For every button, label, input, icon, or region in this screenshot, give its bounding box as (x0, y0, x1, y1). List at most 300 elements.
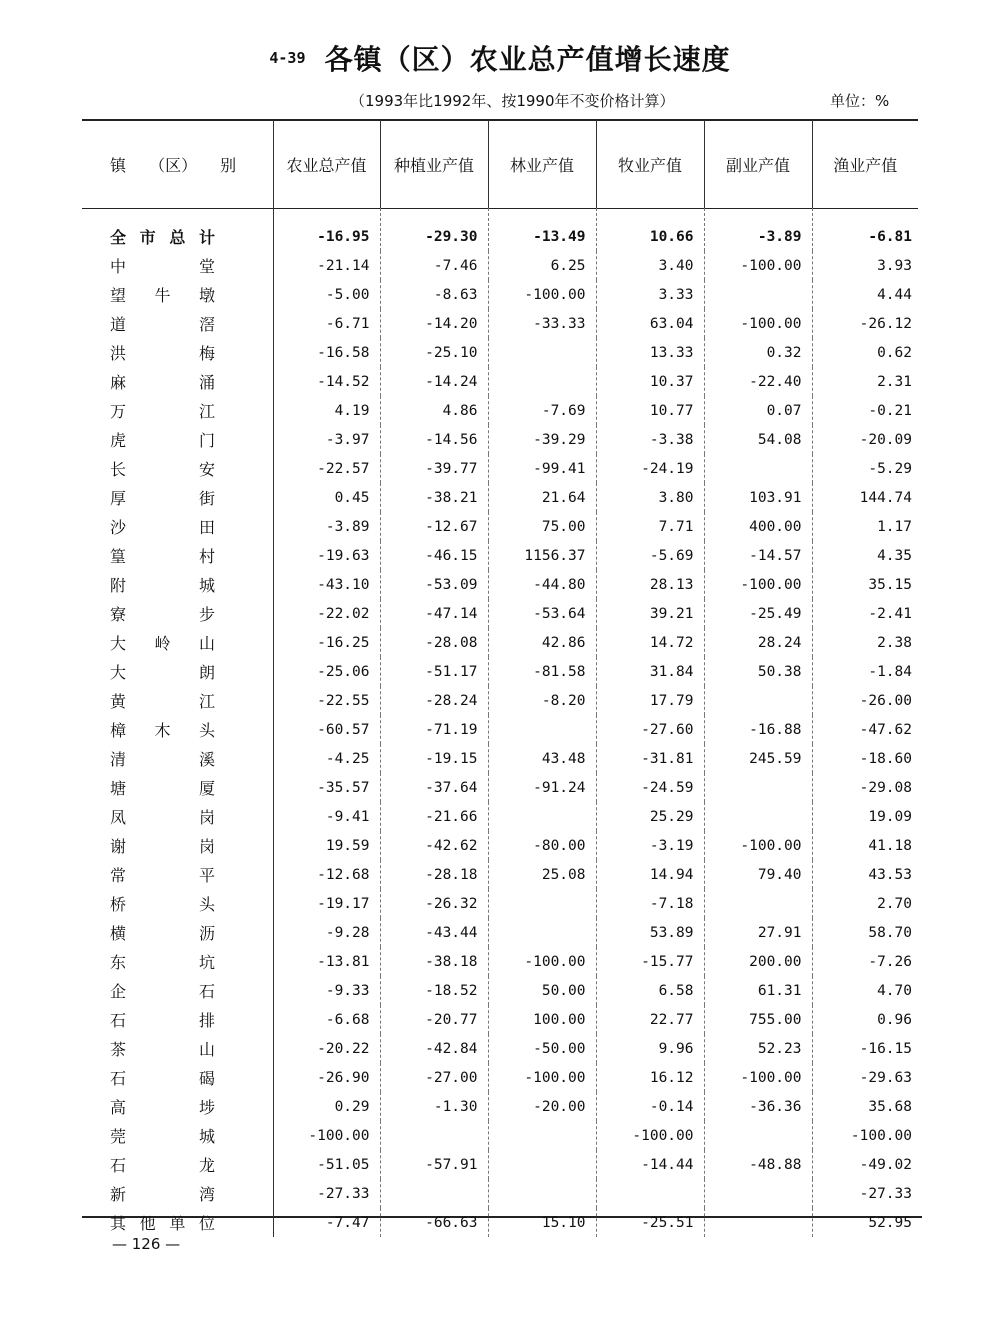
row-town-name (82, 599, 273, 628)
row-value-cell: 0.29 (273, 1092, 380, 1121)
town-name-text (110, 979, 215, 1002)
row-value-cell: -27.00 (380, 1063, 488, 1092)
row-value-cell: 0.45 (273, 483, 380, 512)
row-value-cell: -0.14 (596, 1092, 704, 1121)
row-value-cell: -99.41 (488, 454, 596, 483)
row-town-name (82, 280, 273, 309)
table-row (82, 309, 918, 338)
row-value-cell: -27.33 (273, 1179, 380, 1208)
row-town-name (82, 1121, 273, 1150)
row-value-cell: -60.57 (273, 715, 380, 744)
table-row (82, 570, 918, 599)
row-value-cell: -16.95 (273, 208, 380, 251)
row-value-cell: -35.57 (273, 773, 380, 802)
row-value-cell: 43.48 (488, 744, 596, 773)
town-name-text (110, 225, 215, 248)
town-name-char: 木 (154, 721, 171, 740)
town-name-char: 万 (110, 402, 127, 421)
town-name-char: 城 (198, 1127, 215, 1146)
row-value-cell: -22.55 (273, 686, 380, 715)
table-row (82, 715, 918, 744)
row-value-cell: -43.44 (380, 918, 488, 947)
table-row (82, 947, 918, 976)
row-value-cell: -21.66 (380, 802, 488, 831)
town-name-char: 寮 (110, 605, 127, 624)
table-row (82, 889, 918, 918)
row-value-cell: -50.00 (488, 1034, 596, 1063)
town-name-char: 麻 (110, 373, 127, 392)
town-name-char: 中 (110, 257, 127, 276)
town-name-char: 村 (198, 547, 215, 566)
row-value-cell: -1.30 (380, 1092, 488, 1121)
row-value-cell: -14.52 (273, 367, 380, 396)
town-name-char: 街 (198, 489, 215, 508)
row-town-name (82, 396, 273, 425)
row-value-cell: -9.28 (273, 918, 380, 947)
row-value-cell: 58.70 (868, 924, 912, 941)
row-value-cell: 4.35 (877, 547, 912, 564)
row-value-cell: -51.05 (273, 1150, 380, 1179)
table-row (82, 802, 918, 831)
town-name-char: 附 (110, 576, 127, 595)
town-name-text (110, 1211, 215, 1234)
town-name-text (110, 486, 215, 509)
row-value-cell: 0.62 (877, 344, 912, 361)
row-value-cell: -25.10 (380, 338, 488, 367)
row-value-cell: -36.36 (704, 1092, 812, 1121)
table-row (82, 1150, 918, 1179)
row-value-cell: -25.51 (596, 1208, 704, 1237)
row-value-cell: 10.77 (596, 396, 704, 425)
row-value-cell: -1.84 (868, 663, 912, 680)
row-value-cell: 2.70 (877, 895, 912, 912)
town-name-char: 东 (110, 953, 127, 972)
row-value-cell: 13.33 (596, 338, 704, 367)
row-value-cell: -22.40 (704, 367, 812, 396)
row-value-cell: -14.57 (704, 541, 812, 570)
town-name-char: 朗 (198, 663, 215, 682)
town-name-char: 岗 (198, 808, 215, 827)
row-value-cell: -5.69 (596, 541, 704, 570)
town-name-text (110, 399, 215, 422)
town-name-char: 堂 (198, 257, 215, 276)
row-value-cell: -14.24 (380, 367, 488, 396)
row-value-cell: -6.68 (273, 1005, 380, 1034)
row-value-cell (704, 280, 812, 309)
table-row (82, 338, 918, 367)
row-value-cell: -47.14 (380, 599, 488, 628)
row-value-cell: 14.72 (596, 628, 704, 657)
table-row (82, 1063, 918, 1092)
row-value-cell: 53.89 (596, 918, 704, 947)
row-value-cell: -13.81 (273, 947, 380, 976)
town-name-char: 总 (169, 228, 186, 247)
row-value-cell: -7.26 (868, 953, 912, 970)
col-header-livestock: 牧业产值 (596, 120, 704, 208)
town-name-text (110, 1124, 215, 1147)
town-name-char: 石 (198, 982, 215, 1001)
town-name-char: 排 (198, 1011, 215, 1030)
town-name-char: 厚 (110, 489, 127, 508)
row-value-cell (488, 1121, 596, 1150)
table-row (82, 744, 918, 773)
row-value-cell: 50.00 (488, 976, 596, 1005)
row-value-cell: -53.64 (488, 599, 596, 628)
row-value-cell: -28.24 (380, 686, 488, 715)
row-value-cell: -100.00 (704, 831, 812, 860)
row-value-cell: -37.64 (380, 773, 488, 802)
row-town-name (82, 976, 273, 1005)
row-value-cell: -5.29 (868, 460, 912, 477)
town-name-text (110, 805, 215, 828)
town-name-char: 岗 (198, 837, 215, 856)
row-value-cell: -43.10 (273, 570, 380, 599)
town-name-char: 洪 (110, 344, 127, 363)
table-row (82, 425, 918, 454)
row-value-cell: -14.56 (380, 425, 488, 454)
row-town-name (82, 744, 273, 773)
row-value-cell: 79.40 (704, 860, 812, 889)
row-value-cell: 35.15 (868, 576, 912, 593)
row-town-name (82, 541, 273, 570)
town-name-text (110, 312, 215, 335)
row-value-cell: 4.70 (877, 982, 912, 999)
row-value-cell: 9.96 (596, 1034, 704, 1063)
table-row (82, 860, 918, 889)
town-name-char: 江 (198, 402, 215, 421)
row-value-cell (704, 889, 812, 918)
row-value-cell: -14.20 (380, 309, 488, 338)
town-name-text (110, 718, 215, 741)
row-value-cell: -42.62 (380, 831, 488, 860)
row-value-cell: -42.84 (380, 1034, 488, 1063)
town-name-char: 山 (198, 634, 215, 653)
row-value-cell: -12.67 (380, 512, 488, 541)
row-value-cell: 1.17 (877, 518, 912, 535)
row-value-cell (380, 1179, 488, 1208)
row-value-cell: -21.14 (273, 251, 380, 280)
row-town-name (82, 947, 273, 976)
row-value-cell: -8.20 (488, 686, 596, 715)
town-name-text (110, 1182, 215, 1205)
row-value-cell (704, 1208, 812, 1237)
table-row (82, 831, 918, 860)
row-value-cell: -9.33 (273, 976, 380, 1005)
town-name-char: 企 (110, 982, 127, 1001)
row-value-cell: -3.89 (704, 208, 812, 251)
row-value-cell: -13.49 (488, 208, 596, 251)
row-town-name (82, 715, 273, 744)
row-value-cell: 19.09 (868, 808, 912, 825)
row-value-cell: 50.38 (704, 657, 812, 686)
row-value-cell: 0.07 (704, 396, 812, 425)
row-value-cell (488, 889, 596, 918)
row-value-cell: -3.89 (273, 512, 380, 541)
row-value-cell (596, 1179, 704, 1208)
table-row (82, 657, 918, 686)
town-name-char: 湾 (198, 1185, 215, 1204)
table-row (82, 773, 918, 802)
table-row (82, 251, 918, 280)
row-value-cell: -4.25 (273, 744, 380, 773)
row-town-name (82, 1005, 273, 1034)
table-row (82, 541, 918, 570)
row-value-cell: -14.44 (596, 1150, 704, 1179)
town-name-char: 龙 (198, 1156, 215, 1175)
row-value-cell: -100.00 (704, 309, 812, 338)
growth-table (82, 120, 918, 1237)
row-value-cell: 15.10 (488, 1208, 596, 1237)
town-name-char: 市 (139, 228, 156, 247)
row-value-cell: -100.00 (273, 1121, 380, 1150)
row-value-cell: -53.09 (380, 570, 488, 599)
town-name-char: 梅 (198, 344, 215, 363)
town-name-char: 头 (198, 721, 215, 740)
row-value-cell (488, 802, 596, 831)
town-name-char: 厦 (198, 779, 215, 798)
row-value-cell: -38.18 (380, 947, 488, 976)
row-value-cell: -49.02 (859, 1156, 912, 1173)
town-name-text (110, 515, 215, 538)
row-value-cell: -29.08 (859, 779, 912, 796)
row-value-cell: -24.59 (596, 773, 704, 802)
row-value-cell: 43.53 (868, 866, 912, 883)
town-name-char: 黄 (110, 692, 127, 711)
town-name-char: 岭 (154, 634, 171, 653)
row-value-cell: -0.21 (868, 402, 912, 419)
unit-label: 单位：% (830, 92, 890, 110)
town-name-char: 桥 (110, 895, 127, 914)
town-name-char: 门 (198, 431, 215, 450)
table-row (82, 512, 918, 541)
town-name-char: 道 (110, 315, 127, 334)
town-name-text (110, 863, 215, 886)
row-value-cell (704, 686, 812, 715)
town-name-text (110, 573, 215, 596)
town-name-char: 横 (110, 924, 127, 943)
town-name-char: 全 (110, 228, 127, 247)
col-header-sideline: 副业产值 (704, 120, 812, 208)
row-value-cell: 54.08 (704, 425, 812, 454)
header-row (82, 120, 918, 208)
row-town-name (82, 1179, 273, 1208)
row-value-cell: -16.88 (704, 715, 812, 744)
row-town-name (82, 483, 273, 512)
row-town-name (82, 918, 273, 947)
row-value-cell: 755.00 (704, 1005, 812, 1034)
town-name-text (110, 921, 215, 944)
town-name-char: 墩 (198, 286, 215, 305)
row-value-cell: -46.15 (380, 541, 488, 570)
row-value-cell: -16.58 (273, 338, 380, 367)
town-name-char: 樟 (110, 721, 127, 740)
town-name-text (110, 660, 215, 683)
town-name-text (110, 1037, 215, 1060)
row-value-cell: -29.30 (380, 208, 488, 251)
row-value-cell (380, 1121, 488, 1150)
town-name-char: 涌 (198, 373, 215, 392)
row-value-cell (488, 1150, 596, 1179)
row-value-cell: -25.49 (704, 599, 812, 628)
town-name-text (110, 544, 215, 567)
row-value-cell: -26.90 (273, 1063, 380, 1092)
row-value-cell: -100.00 (488, 280, 596, 309)
town-name-char: 高 (110, 1098, 127, 1117)
row-value-cell: -5.00 (273, 280, 380, 309)
town-name-char: 其 (110, 1214, 127, 1233)
row-value-cell: -39.77 (380, 454, 488, 483)
row-value-cell: 2.38 (877, 634, 912, 651)
row-value-cell: -7.47 (273, 1208, 380, 1237)
row-town-name (82, 251, 273, 280)
row-value-cell: 35.68 (868, 1098, 912, 1115)
row-value-cell (488, 367, 596, 396)
row-value-cell: -28.08 (380, 628, 488, 657)
row-value-cell: -20.00 (488, 1092, 596, 1121)
row-value-cell: 200.00 (704, 947, 812, 976)
table-row (82, 454, 918, 483)
row-value-cell: -7.69 (488, 396, 596, 425)
table-row (82, 280, 918, 309)
row-value-cell: -3.19 (596, 831, 704, 860)
town-name-text (110, 1153, 215, 1176)
row-value-cell: 16.12 (596, 1063, 704, 1092)
row-value-cell: 19.59 (273, 831, 380, 860)
row-value-cell: 25.29 (596, 802, 704, 831)
table-row (82, 1121, 918, 1150)
row-town-name (82, 686, 273, 715)
table-row (82, 1034, 918, 1063)
row-value-cell: 21.64 (488, 483, 596, 512)
row-value-cell: -15.77 (596, 947, 704, 976)
row-value-cell: -27.60 (596, 715, 704, 744)
row-value-cell: -8.63 (380, 280, 488, 309)
col-header-fishery: 渔业产值 (833, 155, 898, 175)
row-value-cell (704, 1121, 812, 1150)
row-value-cell (488, 1179, 596, 1208)
row-value-cell: -48.88 (704, 1150, 812, 1179)
row-value-cell: -100.00 (488, 1063, 596, 1092)
row-town-name (82, 425, 273, 454)
town-name-char: 虎 (110, 431, 127, 450)
town-name-char: 大 (110, 634, 127, 653)
town-name-char: 山 (198, 1040, 215, 1059)
row-value-cell: 39.21 (596, 599, 704, 628)
town-name-char: 清 (110, 750, 127, 769)
row-value-cell: 400.00 (704, 512, 812, 541)
town-name-char: 坑 (198, 953, 215, 972)
town-name-char: 望 (110, 286, 127, 305)
row-value-cell: -26.12 (859, 315, 912, 332)
row-value-cell: 100.00 (488, 1005, 596, 1034)
row-value-cell: 3.93 (877, 257, 912, 274)
page-title: 各镇（区）农业总产值增长速度 (324, 43, 731, 76)
town-name-text (110, 892, 215, 915)
row-value-cell: -3.97 (273, 425, 380, 454)
row-value-cell (488, 918, 596, 947)
row-value-cell: -24.19 (596, 454, 704, 483)
row-value-cell: 10.37 (596, 367, 704, 396)
row-value-cell: -9.41 (273, 802, 380, 831)
row-value-cell: 25.08 (488, 860, 596, 889)
row-town-name (82, 1092, 273, 1121)
row-value-cell: -19.15 (380, 744, 488, 773)
row-town-name (82, 860, 273, 889)
row-value-cell: -71.19 (380, 715, 488, 744)
table-number: 4-39 (269, 49, 306, 67)
col-header-crop: 种植业产值 (380, 120, 488, 208)
row-value-cell: 10.66 (596, 208, 704, 251)
town-name-char: 计 (198, 228, 215, 247)
row-value-cell: -39.29 (488, 425, 596, 454)
town-name-text (110, 631, 215, 654)
row-value-cell: 2.31 (877, 373, 912, 390)
row-value-cell: 63.04 (596, 309, 704, 338)
table-row (82, 976, 918, 1005)
row-value-cell: 245.59 (704, 744, 812, 773)
town-name-text (110, 834, 215, 857)
table-row (82, 1092, 918, 1121)
row-value-cell: 4.44 (877, 286, 912, 303)
row-value-cell: -7.46 (380, 251, 488, 280)
table-row (82, 599, 918, 628)
row-value-cell: -16.25 (273, 628, 380, 657)
row-town-name (82, 628, 273, 657)
town-name-text (110, 428, 215, 451)
row-value-cell: -25.06 (273, 657, 380, 686)
row-town-name (82, 1034, 273, 1063)
row-value-cell: 4.19 (273, 396, 380, 425)
row-town-name (82, 1063, 273, 1092)
row-value-cell (704, 802, 812, 831)
town-name-char: 平 (198, 866, 215, 885)
town-name-text (110, 283, 215, 306)
row-value-cell: -44.80 (488, 570, 596, 599)
row-town-name (82, 657, 273, 686)
row-value-cell: -100.00 (596, 1121, 704, 1150)
row-value-cell (488, 715, 596, 744)
row-value-cell: -20.09 (859, 431, 912, 448)
row-town-name (82, 570, 273, 599)
town-name-char: 埗 (198, 1098, 215, 1117)
row-town-name (82, 309, 273, 338)
row-value-cell: 42.86 (488, 628, 596, 657)
row-town-name (82, 512, 273, 541)
row-value-cell: -2.41 (868, 605, 912, 622)
town-name-char: 他 (139, 1214, 156, 1233)
row-value-cell: -19.63 (273, 541, 380, 570)
town-name-char: 石 (110, 1069, 127, 1088)
town-name-text (110, 1095, 215, 1118)
row-value-cell: -51.17 (380, 657, 488, 686)
town-name-char: 安 (198, 460, 215, 479)
row-value-cell: -26.00 (859, 692, 912, 709)
row-value-cell (704, 773, 812, 802)
row-town-name (82, 1208, 273, 1237)
town-name-text (110, 747, 215, 770)
row-value-cell: -12.68 (273, 860, 380, 889)
row-value-cell: 31.84 (596, 657, 704, 686)
town-name-text (110, 602, 215, 625)
row-value-cell: -66.63 (380, 1208, 488, 1237)
row-value-cell: 1156.37 (488, 541, 596, 570)
subtitle: （1993年比1992年、按1990年不变价格计算） (350, 92, 675, 110)
row-value-cell: -22.02 (273, 599, 380, 628)
row-value-cell: 14.94 (596, 860, 704, 889)
row-value-cell: -80.00 (488, 831, 596, 860)
row-value-cell: 3.33 (596, 280, 704, 309)
row-town-name (82, 889, 273, 918)
